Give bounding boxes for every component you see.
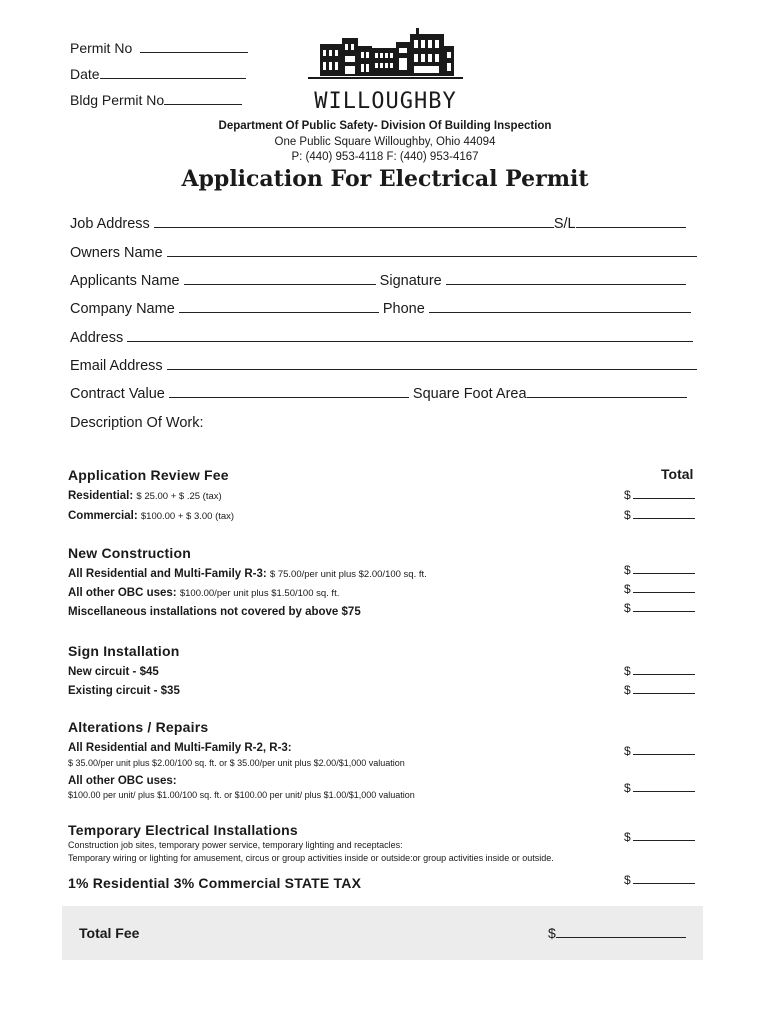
temporary-line1: Construction job sites, temporary power service, temporary lighting and receptacles: bbox=[68, 840, 403, 850]
bldg-permit-no-field[interactable] bbox=[70, 92, 242, 108]
sign-new-circuit: New circuit - $45 bbox=[68, 666, 159, 678]
review-residential-amount[interactable]: $ bbox=[624, 488, 695, 502]
alterations-obc-detail: $100.00 per unit/ plus $1.00/100 sq. ft. or $100.00 per unit/ plus $1.00/$1,000 valuation bbox=[68, 790, 415, 800]
sl-label: S/L bbox=[553, 216, 576, 232]
alterations-residential: All Residential and Multi-Family R-2, R-3: bbox=[68, 742, 292, 754]
owners-name-field[interactable] bbox=[70, 245, 697, 261]
state-tax-label: 1% Residential 3% Commercial STATE TAX bbox=[68, 875, 362, 891]
signature-label: Signature bbox=[379, 273, 442, 289]
department-phone: P: (440) 953-4118 F: (440) 953-4167 bbox=[291, 151, 479, 163]
new-construction-title: New Construction bbox=[68, 545, 191, 561]
phone-label: Phone bbox=[382, 301, 425, 317]
willoughby-logo bbox=[308, 26, 463, 114]
department-info bbox=[0, 119, 770, 166]
new-construction-res-amount[interactable]: $ bbox=[624, 563, 695, 577]
sign-existing-amount[interactable]: $ bbox=[624, 683, 695, 697]
sign-existing-circuit: Existing circuit - $35 bbox=[68, 685, 180, 697]
review-commercial-amount[interactable]: $ bbox=[624, 508, 695, 522]
company-name-field[interactable] bbox=[70, 301, 691, 317]
date-label: Date bbox=[70, 66, 100, 82]
new-construction-misc: Miscellaneous installations not covered by above $75 bbox=[68, 606, 361, 618]
temporary-title: Temporary Electrical Installations bbox=[68, 822, 298, 838]
review-fee-title: Application Review Fee bbox=[68, 467, 229, 483]
permit-no-label: Permit No bbox=[70, 40, 133, 56]
page-title: Application For Electrical Permit bbox=[181, 166, 589, 192]
total-fee-amount[interactable]: $ bbox=[548, 925, 686, 941]
applicants-name-field[interactable] bbox=[70, 273, 686, 289]
applicants-name-label: Applicants Name bbox=[70, 273, 180, 289]
address-label: Address bbox=[70, 330, 124, 346]
total-fee-box bbox=[62, 906, 703, 960]
date-field[interactable] bbox=[70, 66, 246, 82]
state-tax-amount[interactable]: $ bbox=[624, 873, 695, 887]
temporary-amount[interactable]: $ bbox=[624, 830, 695, 844]
alterations-residential-detail: $ 35.00/per unit plus $2.00/100 sq. ft. or $ 35.00/per unit plus $2.00/$1,000 valuation bbox=[68, 758, 405, 768]
logo-text: WILLOUGHBY bbox=[314, 89, 457, 114]
description-label: Description Of Work: bbox=[70, 415, 204, 431]
temporary-line2: Temporary wiring or lighting for amusement, circus or group activities inside or outside:or group activities inside or outside. bbox=[68, 853, 554, 863]
new-construction-obc: All other OBC uses: $100.00/per unit plus $1.50/100 sq. ft. bbox=[68, 587, 340, 599]
sign-installation-title: Sign Installation bbox=[68, 643, 180, 659]
review-commercial: Commercial: $100.00 + $ 3.00 (tax) bbox=[68, 510, 235, 522]
address-field[interactable] bbox=[70, 330, 693, 346]
job-address-field[interactable] bbox=[70, 216, 686, 232]
new-construction-obc-amount[interactable]: $ bbox=[624, 582, 695, 596]
alterations-res-amount[interactable]: $ bbox=[624, 744, 695, 758]
bldg-permit-no-label: Bldg Permit No bbox=[70, 92, 165, 108]
email-label: Email Address bbox=[70, 358, 163, 374]
owners-name-label: Owners Name bbox=[70, 245, 163, 261]
department-name: Department Of Public Safety- Division Of Building Inspection bbox=[218, 120, 552, 132]
email-field[interactable] bbox=[70, 358, 697, 374]
total-fee-label: Total Fee bbox=[79, 925, 140, 941]
square-foot-label: Square Foot Area bbox=[412, 386, 527, 402]
department-address: One Public Square Willoughby, Ohio 44094 bbox=[274, 135, 496, 148]
job-address-label: Job Address bbox=[70, 216, 150, 232]
contract-value-field[interactable] bbox=[70, 386, 687, 402]
total-header: Total bbox=[661, 466, 694, 482]
alterations-obc: All other OBC uses: bbox=[68, 775, 177, 787]
permit-no-field[interactable] bbox=[70, 40, 248, 56]
review-residential: Residential: $ 25.00 + $ .25 (tax) bbox=[68, 490, 222, 502]
company-name-label: Company Name bbox=[70, 301, 175, 317]
sign-new-amount[interactable]: $ bbox=[624, 664, 695, 678]
new-construction-misc-amount[interactable]: $ bbox=[624, 601, 695, 615]
new-construction-residential: All Residential and Multi-Family R-3: $ 75.00/per unit plus $2.00/100 sq. ft. bbox=[68, 568, 427, 580]
skyline-icon bbox=[308, 26, 463, 84]
contract-value-label: Contract Value bbox=[70, 386, 165, 402]
alterations-title: Alterations / Repairs bbox=[68, 719, 209, 735]
alterations-obc-amount[interactable]: $ bbox=[624, 781, 695, 795]
